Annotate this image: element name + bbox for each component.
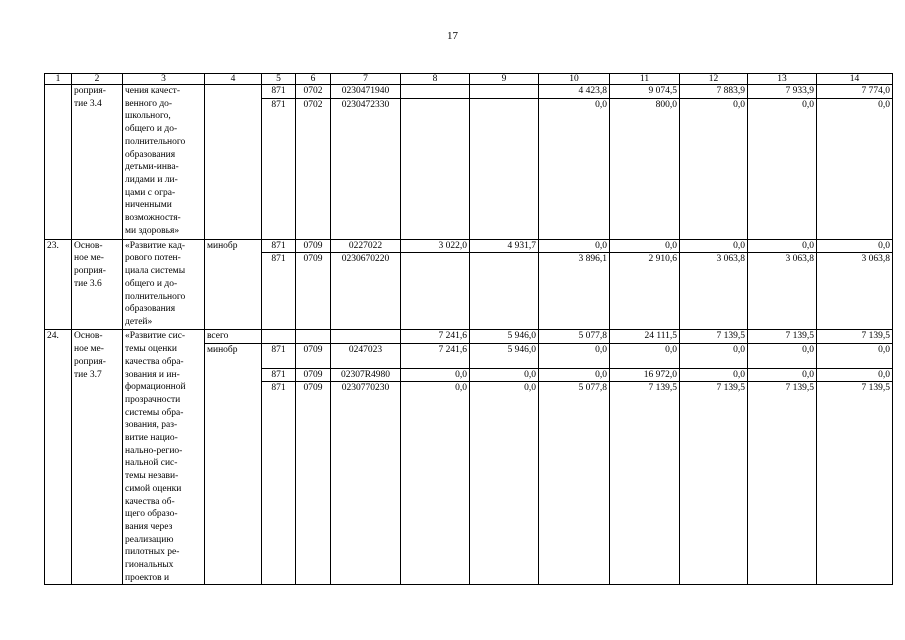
- header-cell: 6: [296, 74, 331, 85]
- value-cell: [401, 253, 470, 330]
- row-number-cell: 24.: [45, 330, 72, 585]
- value-cell: 0,0: [539, 344, 610, 369]
- description-line: системы обра-: [125, 407, 184, 418]
- section-cell: 0709: [296, 253, 331, 330]
- table-row: [45, 239, 893, 253]
- description-line: ми здоровья»: [125, 225, 180, 236]
- measure-line: тие 3.4: [74, 98, 102, 109]
- grbs-cell: 871: [262, 239, 296, 253]
- description-line: прозрачности: [125, 394, 181, 405]
- description-cell: [123, 85, 205, 240]
- value-cell: 7 241,6: [401, 344, 470, 369]
- value-cell: 0,0: [401, 368, 470, 382]
- value-cell: [401, 85, 470, 99]
- value-cell: [401, 98, 470, 239]
- header-cell: 13: [748, 74, 817, 85]
- executor-cell: [205, 85, 262, 240]
- description-line: щего образо-: [125, 509, 178, 520]
- section-cell: 0709: [296, 368, 331, 382]
- program-table: [44, 73, 893, 585]
- description-line: образования: [125, 149, 176, 160]
- description-line: школьного,: [125, 111, 171, 122]
- section-cell: 0709: [296, 382, 331, 585]
- value-cell: 3 896,1: [539, 253, 610, 330]
- description-line: полнительного: [125, 291, 186, 302]
- header-cell: 2: [72, 74, 123, 85]
- description-cell: [123, 330, 205, 585]
- value-cell: 5 077,8: [539, 382, 610, 585]
- target-article-cell: 0230770230: [331, 382, 401, 585]
- section-cell: 0702: [296, 85, 331, 99]
- measure-cell: [72, 85, 123, 240]
- description-line: детей»: [125, 316, 153, 327]
- description-line: чения качест-: [125, 86, 180, 96]
- grbs-cell: 871: [262, 344, 296, 369]
- value-cell: 0,0: [539, 239, 610, 253]
- target-article-cell: [331, 330, 401, 344]
- value-cell: 7 933,9: [748, 85, 817, 99]
- value-cell: 0,0: [470, 368, 539, 382]
- value-cell: 7 139,5: [680, 382, 748, 585]
- value-cell: 800,0: [610, 98, 680, 239]
- description-line: лидами и ли-: [125, 174, 178, 185]
- target-article-cell: 0230472330: [331, 98, 401, 239]
- description-line: витие нацио-: [125, 433, 178, 444]
- value-cell: 0,0: [748, 368, 817, 382]
- measure-line: ное ме-: [74, 344, 104, 355]
- header-cell: 11: [610, 74, 680, 85]
- value-cell: 0,0: [748, 98, 817, 239]
- value-cell: 3 063,8: [680, 253, 748, 330]
- value-cell: 7 139,5: [748, 330, 817, 344]
- section-cell: [296, 330, 331, 344]
- value-cell: 7 139,5: [817, 330, 893, 344]
- description-line: венного до-: [125, 98, 173, 109]
- value-cell: 0,0: [748, 239, 817, 253]
- value-cell: 7 774,0: [817, 85, 893, 99]
- target-article-cell: 02307R4980: [331, 368, 401, 382]
- description-line: образования: [125, 304, 176, 315]
- description-line: зования, раз-: [125, 420, 178, 431]
- description-line: качества об-: [125, 496, 175, 507]
- value-cell: 0,0: [680, 239, 748, 253]
- description-line: «Развитие кад-: [125, 240, 186, 251]
- description-line: рового потен-: [125, 253, 181, 264]
- measure-cell: [72, 330, 123, 585]
- value-cell: 5 077,8: [539, 330, 610, 344]
- description-line: детьми-инва-: [125, 162, 179, 173]
- page-number: 17: [447, 30, 458, 42]
- description-line: «Развитие сис-: [125, 331, 186, 342]
- header-cell: 8: [401, 74, 470, 85]
- row-number-cell: 23.: [45, 239, 72, 330]
- target-article-cell: 0247023: [331, 344, 401, 369]
- value-cell: 0,0: [748, 344, 817, 369]
- description-line: зования и ин-: [125, 369, 180, 380]
- description-cell: [123, 239, 205, 330]
- executor-cell: минобр: [205, 239, 262, 330]
- measure-cell: [72, 239, 123, 330]
- row-number-cell: [45, 85, 72, 240]
- value-cell: 7 139,5: [680, 330, 748, 344]
- header-cell: 10: [539, 74, 610, 85]
- header-cell: 1: [45, 74, 72, 85]
- value-cell: 7 883,9: [680, 85, 748, 99]
- description-line: нальной сис-: [125, 458, 178, 469]
- column-number-row: [45, 74, 893, 85]
- measure-line: тие 3.6: [74, 278, 102, 289]
- section-cell: 0709: [296, 239, 331, 253]
- grbs-cell: 871: [262, 382, 296, 585]
- value-cell: 3 063,8: [748, 253, 817, 330]
- description-line: нально-регио-: [125, 445, 183, 456]
- value-cell: 0,0: [817, 98, 893, 239]
- description-line: полнительного: [125, 136, 186, 147]
- header-cell: 12: [680, 74, 748, 85]
- description-line: симой оценки: [125, 483, 182, 494]
- description-line: общего и до-: [125, 278, 178, 289]
- measure-line: роприя-: [74, 86, 106, 96]
- header-cell: 9: [470, 74, 539, 85]
- measure-line: роприя-: [74, 266, 106, 277]
- value-cell: 0,0: [817, 368, 893, 382]
- value-cell: 16 972,0: [610, 368, 680, 382]
- grbs-cell: 871: [262, 253, 296, 330]
- value-cell: 0,0: [680, 368, 748, 382]
- measure-line: Основ-: [74, 240, 103, 251]
- description-line: темы незави-: [125, 471, 179, 482]
- section-cell: 0709: [296, 344, 331, 369]
- value-cell: 0,0: [539, 98, 610, 239]
- value-cell: 0,0: [680, 344, 748, 369]
- value-cell: [470, 98, 539, 239]
- description-line: цами с огра-: [125, 187, 176, 198]
- target-article-cell: 0227022: [331, 239, 401, 253]
- value-cell: 3 022,0: [401, 239, 470, 253]
- description-line: проектов и: [125, 572, 170, 583]
- description-line: формационной: [125, 382, 186, 393]
- description-line: ниченными: [125, 200, 172, 211]
- header-cell: 14: [817, 74, 893, 85]
- target-article-cell: 0230670220: [331, 253, 401, 330]
- value-cell: 9 074,5: [610, 85, 680, 99]
- measure-line: тие 3.7: [74, 369, 102, 380]
- grbs-cell: 871: [262, 368, 296, 382]
- executor-cell: всего: [205, 330, 262, 344]
- measure-line: роприя-: [74, 356, 106, 367]
- value-cell: 0,0: [817, 239, 893, 253]
- measure-line: Основ-: [74, 331, 103, 342]
- description-line: гиональных: [125, 560, 174, 571]
- value-cell: 0,0: [610, 239, 680, 253]
- target-article-cell: 0230471940: [331, 85, 401, 99]
- value-cell: 7 139,5: [817, 382, 893, 585]
- value-cell: 24 111,5: [610, 330, 680, 344]
- value-cell: 5 946,0: [470, 330, 539, 344]
- header-cell: 7: [331, 74, 401, 85]
- value-cell: 5 946,0: [470, 344, 539, 369]
- value-cell: 7 139,5: [748, 382, 817, 585]
- value-cell: 3 063,8: [817, 253, 893, 330]
- section-cell: 0702: [296, 98, 331, 239]
- description-line: общего и до-: [125, 124, 178, 135]
- value-cell: 0,0: [680, 98, 748, 239]
- grbs-cell: 871: [262, 85, 296, 99]
- header-cell: 3: [123, 74, 205, 85]
- table-row: [45, 85, 893, 99]
- description-line: качества обра-: [125, 356, 184, 367]
- value-cell: 7 241,6: [401, 330, 470, 344]
- value-cell: 7 139,5: [610, 382, 680, 585]
- description-line: вания через: [125, 521, 173, 532]
- value-cell: [470, 253, 539, 330]
- header-cell: 4: [205, 74, 262, 85]
- description-line: пилотных ре-: [125, 547, 180, 558]
- measure-line: ное ме-: [74, 253, 104, 264]
- value-cell: 4 423,8: [539, 85, 610, 99]
- description-line: возможностя-: [125, 213, 181, 224]
- value-cell: [470, 85, 539, 99]
- description-line: реализацию: [125, 534, 174, 545]
- table-row: [45, 330, 893, 344]
- description-line: темы оценки: [125, 344, 177, 355]
- grbs-cell: 871: [262, 98, 296, 239]
- value-cell: 2 910,6: [610, 253, 680, 330]
- value-cell: 0,0: [470, 382, 539, 585]
- executor-cell: минобр: [205, 344, 262, 585]
- value-cell: 0,0: [401, 382, 470, 585]
- value-cell: 4 931,7: [470, 239, 539, 253]
- value-cell: 0,0: [817, 344, 893, 369]
- value-cell: 0,0: [539, 368, 610, 382]
- value-cell: 0,0: [610, 344, 680, 369]
- grbs-cell: [262, 330, 296, 344]
- description-line: циала системы: [125, 266, 186, 277]
- header-cell: 5: [262, 74, 296, 85]
